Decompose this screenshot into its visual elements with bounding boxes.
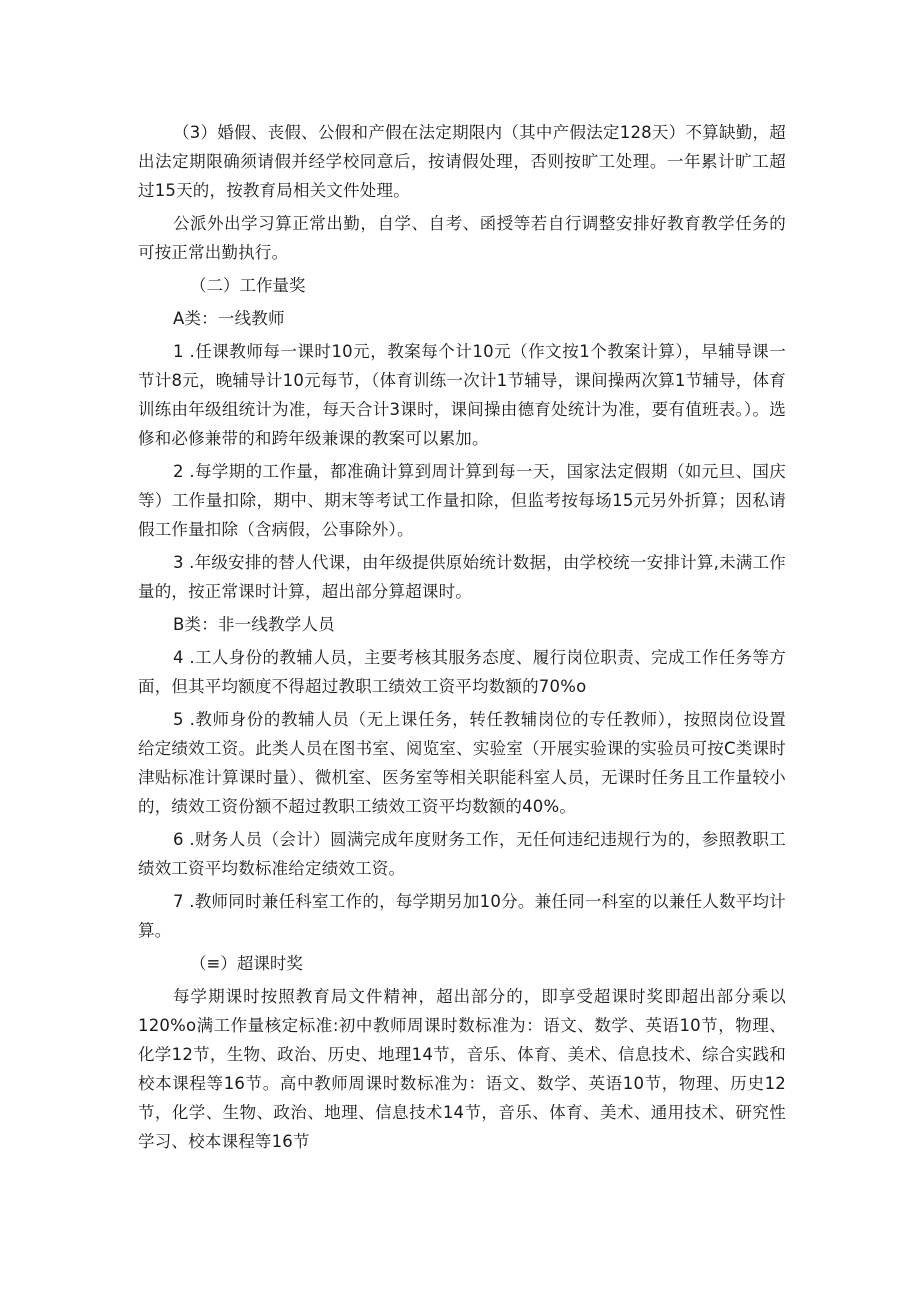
paragraph-item-5: 5 .教师身份的教辅人员（无上课任务，转任教辅岗位的专任教师），按照岗位设置给定绩效工资。此类人员在图书室、阅览室、实验室（开展实验课的实验员可按C类课时津贴标准计算课时量）、微机室、医务室等相关职能科室人员，无课时任务且工作量较小的，绩效工资份额不超过教职工绩效工资平均数额的40%。 bbox=[138, 710, 786, 816]
paragraph-item-6: 6 .财务人员（会计）圆满完成年度财务工作，无任何违纪违规行为的，参照教职工绩效工资平均数标准给定绩效工资。 bbox=[138, 830, 786, 878]
paragraph-item-7: 7 .教师同时兼任科室工作的，每学期另加10分。兼任同一科室的以兼任人数平均计算。 bbox=[138, 892, 786, 940]
category-heading-b: B类：非一线教学人员 bbox=[173, 615, 335, 634]
section-heading-overtime-award: （≡）超课时奖 bbox=[190, 954, 303, 973]
paragraph-leave-rules: （3）婚假、丧假、公假和产假在法定期限内（其中产假法定128天）不算缺勤，超出法定期限确须请假并经学校同意后，按请假处理，否则按旷工处理。一年累计旷工超过15天的，按教育局相关文件处理。 bbox=[138, 123, 786, 200]
paragraph-item-3: 3 .年级安排的替人代课，由年级提供原始统计数据，由学校统一安排计算,未满工作量的，按正常课时计算，超出部分算超课时。 bbox=[138, 553, 786, 601]
paragraph-item-1: 1 .任课教师每一课时10元，教案每个计10元（作文按1个教案计算），早辅导课一节计8元，晚辅导计10元每节，（体育训练一次计1节辅导，课间操两次算1节辅导，体育训练由年级组统计为准，每天合计3课时，课间操由德育处统计为准，要有值班表。）。选修和必修兼带的和跨年级兼课的教案可以累加。 bbox=[138, 342, 786, 448]
paragraph-study-leave: 公派外出学习算正常出勤，自学、自考、函授等若自行调整安排好教育教学任务的可按正常出勤执行。 bbox=[138, 214, 786, 262]
paragraph-item-2: 2 .每学期的工作量，都准确计算到周计算到每一天，国家法定假期（如元旦、国庆等）工作量扣除，期中、期末等考试工作量扣除，但监考按每场15元另外折算；因私请假工作量扣除（含病假，公事除外）。 bbox=[138, 462, 786, 539]
paragraph-overtime-rules: 每学期课时按照教育局文件精神，超出部分的，即享受超课时奖即超出部分乘以120%o满工作量核定标准:初中教师周课时数标准为：语文、数学、英语10节，物理、化学12节，生物、政治、历史、地理14节，音乐、体育、美术、信息技术、综合实践和校本课程等16节。高中教师周课时数标准为：语文、数学、英语10节，物理、历史12节，化学、生物、政治、地理、信息技术14节，音乐、体育、美术、通用技术、研究性学习、校本课程等16节 bbox=[138, 987, 786, 1151]
category-heading-a: A类：一线教师 bbox=[173, 309, 285, 328]
section-heading-workload-award: （二）工作量奖 bbox=[190, 276, 306, 295]
paragraph-item-4: 4 .工人身份的教辅人员，主要考核其服务态度、履行岗位职责、完成工作任务等方面，但其平均额度不得超过教职工绩效工资平均数额的70%o bbox=[138, 648, 786, 696]
document-page bbox=[138, 118, 786, 1156]
